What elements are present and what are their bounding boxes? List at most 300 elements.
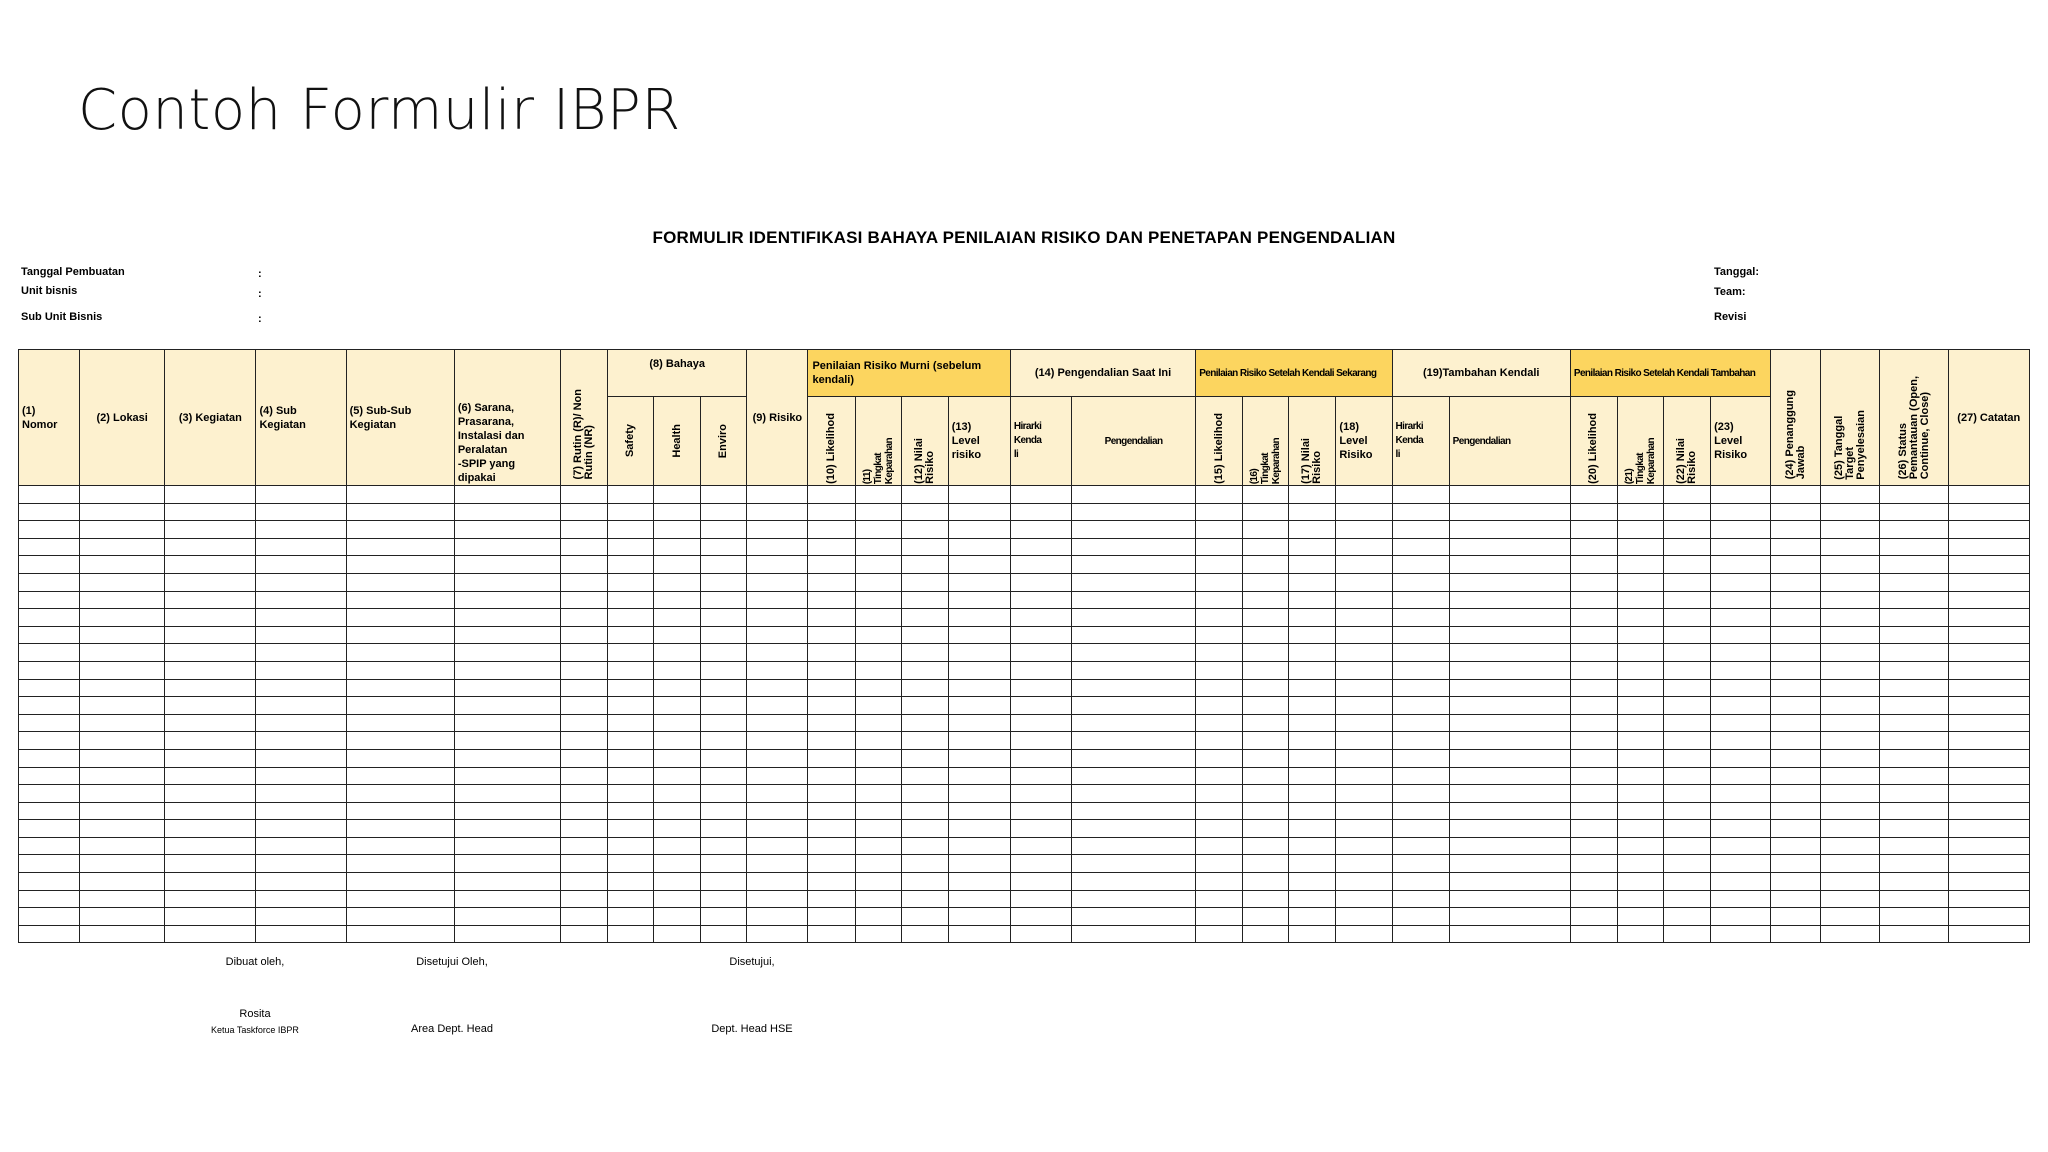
table-cell[interactable] <box>608 837 654 855</box>
table-cell[interactable] <box>1449 538 1570 556</box>
table-cell[interactable] <box>855 837 901 855</box>
table-cell[interactable] <box>1196 925 1243 943</box>
table-cell[interactable] <box>80 785 165 803</box>
table-cell[interactable] <box>80 521 165 539</box>
table-cell[interactable] <box>1711 697 1771 715</box>
table-cell[interactable] <box>256 521 346 539</box>
table-cell[interactable] <box>701 697 747 715</box>
table-cell[interactable] <box>19 626 80 644</box>
table-cell[interactable] <box>1664 873 1711 891</box>
table-cell[interactable] <box>454 890 560 908</box>
table-cell[interactable] <box>1821 573 1880 591</box>
table-cell[interactable] <box>1243 925 1289 943</box>
table-cell[interactable] <box>1449 749 1570 767</box>
table-cell[interactable] <box>1821 503 1880 521</box>
table-cell[interactable] <box>855 873 901 891</box>
table-cell[interactable] <box>1570 486 1617 504</box>
table-cell[interactable] <box>561 521 608 539</box>
table-cell[interactable] <box>608 626 654 644</box>
table-cell[interactable] <box>1570 556 1617 574</box>
table-cell[interactable] <box>701 591 747 609</box>
table-cell[interactable] <box>1196 908 1243 926</box>
table-cell[interactable] <box>1392 503 1449 521</box>
table-cell[interactable] <box>948 802 1010 820</box>
table-cell[interactable] <box>1771 732 1821 750</box>
table-cell[interactable] <box>1071 591 1195 609</box>
table-cell[interactable] <box>1289 820 1336 838</box>
table-cell[interactable] <box>165 732 256 750</box>
table-cell[interactable] <box>808 556 855 574</box>
table-cell[interactable] <box>1010 855 1071 873</box>
table-cell[interactable] <box>1449 855 1570 873</box>
table-cell[interactable] <box>747 802 808 820</box>
table-cell[interactable] <box>701 890 747 908</box>
table-cell[interactable] <box>855 785 901 803</box>
table-cell[interactable] <box>855 925 901 943</box>
table-cell[interactable] <box>1664 573 1711 591</box>
table-cell[interactable] <box>701 679 747 697</box>
table-cell[interactable] <box>855 591 901 609</box>
table-cell[interactable] <box>165 661 256 679</box>
table-cell[interactable] <box>901 767 948 785</box>
table-cell[interactable] <box>1010 697 1071 715</box>
table-cell[interactable] <box>1948 890 2029 908</box>
table-cell[interactable] <box>1392 767 1449 785</box>
table-cell[interactable] <box>654 802 701 820</box>
table-cell[interactable] <box>1617 609 1663 627</box>
table-cell[interactable] <box>1289 486 1336 504</box>
table-cell[interactable] <box>1617 732 1663 750</box>
table-cell[interactable] <box>948 925 1010 943</box>
table-cell[interactable] <box>1711 767 1771 785</box>
table-cell[interactable] <box>19 855 80 873</box>
table-cell[interactable] <box>901 802 948 820</box>
table-cell[interactable] <box>654 521 701 539</box>
table-cell[interactable] <box>165 785 256 803</box>
table-cell[interactable] <box>454 556 560 574</box>
table-cell[interactable] <box>808 591 855 609</box>
table-cell[interactable] <box>561 785 608 803</box>
table-cell[interactable] <box>1771 837 1821 855</box>
table-cell[interactable] <box>165 521 256 539</box>
table-cell[interactable] <box>1948 732 2029 750</box>
table-cell[interactable] <box>901 749 948 767</box>
table-cell[interactable] <box>808 538 855 556</box>
table-cell[interactable] <box>165 837 256 855</box>
table-cell[interactable] <box>948 908 1010 926</box>
table-cell[interactable] <box>1821 732 1880 750</box>
table-cell[interactable] <box>1880 873 1948 891</box>
table-cell[interactable] <box>256 767 346 785</box>
table-cell[interactable] <box>1880 661 1948 679</box>
table-cell[interactable] <box>855 697 901 715</box>
table-cell[interactable] <box>1071 855 1195 873</box>
table-cell[interactable] <box>855 679 901 697</box>
table-cell[interactable] <box>1880 802 1948 820</box>
table-cell[interactable] <box>1243 855 1289 873</box>
table-cell[interactable] <box>346 873 454 891</box>
table-cell[interactable] <box>654 697 701 715</box>
table-cell[interactable] <box>901 890 948 908</box>
table-cell[interactable] <box>346 503 454 521</box>
table-cell[interactable] <box>855 714 901 732</box>
table-cell[interactable] <box>747 785 808 803</box>
table-cell[interactable] <box>1336 556 1392 574</box>
table-cell[interactable] <box>1336 538 1392 556</box>
table-cell[interactable] <box>855 573 901 591</box>
table-cell[interactable] <box>1617 644 1663 662</box>
table-cell[interactable] <box>901 503 948 521</box>
table-cell[interactable] <box>1617 873 1663 891</box>
table-cell[interactable] <box>1010 538 1071 556</box>
table-cell[interactable] <box>454 486 560 504</box>
table-cell[interactable] <box>701 855 747 873</box>
table-cell[interactable] <box>948 486 1010 504</box>
table-cell[interactable] <box>1289 890 1336 908</box>
table-cell[interactable] <box>1071 626 1195 644</box>
table-cell[interactable] <box>808 802 855 820</box>
table-cell[interactable] <box>1392 626 1449 644</box>
table-cell[interactable] <box>80 644 165 662</box>
table-cell[interactable] <box>1880 679 1948 697</box>
table-cell[interactable] <box>1711 820 1771 838</box>
table-cell[interactable] <box>80 697 165 715</box>
table-cell[interactable] <box>948 785 1010 803</box>
table-cell[interactable] <box>454 591 560 609</box>
table-cell[interactable] <box>561 556 608 574</box>
table-cell[interactable] <box>808 714 855 732</box>
table-cell[interactable] <box>1336 820 1392 838</box>
table-cell[interactable] <box>1336 503 1392 521</box>
table-cell[interactable] <box>1289 538 1336 556</box>
table-cell[interactable] <box>1392 556 1449 574</box>
table-cell[interactable] <box>256 890 346 908</box>
table-cell[interactable] <box>454 925 560 943</box>
table-cell[interactable] <box>701 837 747 855</box>
table-cell[interactable] <box>747 556 808 574</box>
table-cell[interactable] <box>1196 644 1243 662</box>
table-cell[interactable] <box>1336 890 1392 908</box>
table-cell[interactable] <box>454 573 560 591</box>
table-cell[interactable] <box>1570 925 1617 943</box>
table-cell[interactable] <box>1821 925 1880 943</box>
table-cell[interactable] <box>19 890 80 908</box>
table-cell[interactable] <box>165 626 256 644</box>
table-cell[interactable] <box>256 573 346 591</box>
table-cell[interactable] <box>1880 591 1948 609</box>
table-cell[interactable] <box>1010 626 1071 644</box>
table-cell[interactable] <box>1449 714 1570 732</box>
table-cell[interactable] <box>1071 802 1195 820</box>
table-cell[interactable] <box>1243 679 1289 697</box>
table-cell[interactable] <box>1570 855 1617 873</box>
table-cell[interactable] <box>80 890 165 908</box>
table-cell[interactable] <box>1664 820 1711 838</box>
table-cell[interactable] <box>1071 908 1195 926</box>
table-cell[interactable] <box>1071 890 1195 908</box>
table-cell[interactable] <box>1617 925 1663 943</box>
table-cell[interactable] <box>1948 644 2029 662</box>
table-cell[interactable] <box>1071 503 1195 521</box>
table-cell[interactable] <box>1196 873 1243 891</box>
table-cell[interactable] <box>1771 573 1821 591</box>
table-cell[interactable] <box>948 697 1010 715</box>
table-cell[interactable] <box>1771 873 1821 891</box>
table-cell[interactable] <box>256 661 346 679</box>
table-cell[interactable] <box>80 749 165 767</box>
table-cell[interactable] <box>1570 714 1617 732</box>
table-cell[interactable] <box>808 890 855 908</box>
table-cell[interactable] <box>948 837 1010 855</box>
table-cell[interactable] <box>608 925 654 943</box>
table-cell[interactable] <box>608 521 654 539</box>
table-cell[interactable] <box>1071 837 1195 855</box>
table-cell[interactable] <box>1771 679 1821 697</box>
table-cell[interactable] <box>1243 873 1289 891</box>
table-cell[interactable] <box>808 820 855 838</box>
table-cell[interactable] <box>1948 714 2029 732</box>
table-cell[interactable] <box>747 486 808 504</box>
table-cell[interactable] <box>855 749 901 767</box>
table-cell[interactable] <box>80 556 165 574</box>
table-cell[interactable] <box>948 556 1010 574</box>
table-cell[interactable] <box>1336 697 1392 715</box>
table-cell[interactable] <box>1617 626 1663 644</box>
table-cell[interactable] <box>1617 521 1663 539</box>
table-cell[interactable] <box>454 714 560 732</box>
table-cell[interactable] <box>608 820 654 838</box>
table-cell[interactable] <box>19 573 80 591</box>
table-cell[interactable] <box>256 873 346 891</box>
table-cell[interactable] <box>1449 890 1570 908</box>
table-cell[interactable] <box>256 714 346 732</box>
table-cell[interactable] <box>1821 837 1880 855</box>
table-cell[interactable] <box>1570 538 1617 556</box>
table-cell[interactable] <box>1196 556 1243 574</box>
table-cell[interactable] <box>948 626 1010 644</box>
table-cell[interactable] <box>19 538 80 556</box>
table-cell[interactable] <box>855 626 901 644</box>
table-cell[interactable] <box>1010 644 1071 662</box>
table-cell[interactable] <box>1711 855 1771 873</box>
table-cell[interactable] <box>1948 486 2029 504</box>
table-cell[interactable] <box>1821 644 1880 662</box>
table-cell[interactable] <box>1071 521 1195 539</box>
table-cell[interactable] <box>1570 591 1617 609</box>
table-cell[interactable] <box>1948 538 2029 556</box>
table-cell[interactable] <box>454 644 560 662</box>
table-cell[interactable] <box>747 732 808 750</box>
table-cell[interactable] <box>948 820 1010 838</box>
table-cell[interactable] <box>1071 679 1195 697</box>
table-cell[interactable] <box>855 661 901 679</box>
table-cell[interactable] <box>608 767 654 785</box>
table-cell[interactable] <box>1711 503 1771 521</box>
table-cell[interactable] <box>1010 732 1071 750</box>
table-cell[interactable] <box>1880 767 1948 785</box>
table-cell[interactable] <box>1449 486 1570 504</box>
table-cell[interactable] <box>901 820 948 838</box>
table-cell[interactable] <box>1071 644 1195 662</box>
table-cell[interactable] <box>1289 732 1336 750</box>
table-cell[interactable] <box>1071 820 1195 838</box>
table-cell[interactable] <box>19 925 80 943</box>
table-cell[interactable] <box>1771 767 1821 785</box>
table-cell[interactable] <box>1570 908 1617 926</box>
table-cell[interactable] <box>1243 908 1289 926</box>
table-cell[interactable] <box>346 556 454 574</box>
table-cell[interactable] <box>1664 908 1711 926</box>
table-cell[interactable] <box>1392 573 1449 591</box>
table-cell[interactable] <box>1664 732 1711 750</box>
table-cell[interactable] <box>808 679 855 697</box>
table-cell[interactable] <box>1392 697 1449 715</box>
table-cell[interactable] <box>808 873 855 891</box>
table-cell[interactable] <box>19 503 80 521</box>
table-cell[interactable] <box>1711 890 1771 908</box>
table-cell[interactable] <box>1821 521 1880 539</box>
table-cell[interactable] <box>654 837 701 855</box>
table-cell[interactable] <box>1880 538 1948 556</box>
table-cell[interactable] <box>1821 609 1880 627</box>
table-cell[interactable] <box>1243 486 1289 504</box>
table-cell[interactable] <box>701 749 747 767</box>
table-cell[interactable] <box>1664 661 1711 679</box>
table-cell[interactable] <box>1243 591 1289 609</box>
table-cell[interactable] <box>561 626 608 644</box>
table-cell[interactable] <box>19 556 80 574</box>
table-cell[interactable] <box>561 697 608 715</box>
table-cell[interactable] <box>808 767 855 785</box>
table-cell[interactable] <box>1948 837 2029 855</box>
table-cell[interactable] <box>1617 749 1663 767</box>
table-cell[interactable] <box>19 767 80 785</box>
table-cell[interactable] <box>1449 732 1570 750</box>
table-cell[interactable] <box>1071 785 1195 803</box>
table-cell[interactable] <box>1821 486 1880 504</box>
table-cell[interactable] <box>165 503 256 521</box>
table-cell[interactable] <box>346 679 454 697</box>
table-cell[interactable] <box>561 820 608 838</box>
table-cell[interactable] <box>1664 503 1711 521</box>
table-cell[interactable] <box>701 820 747 838</box>
table-cell[interactable] <box>1010 890 1071 908</box>
table-cell[interactable] <box>454 661 560 679</box>
table-cell[interactable] <box>1664 609 1711 627</box>
table-cell[interactable] <box>561 767 608 785</box>
table-cell[interactable] <box>80 661 165 679</box>
table-cell[interactable] <box>256 556 346 574</box>
table-cell[interactable] <box>1336 486 1392 504</box>
table-cell[interactable] <box>346 626 454 644</box>
table-cell[interactable] <box>608 732 654 750</box>
table-cell[interactable] <box>1948 873 2029 891</box>
table-cell[interactable] <box>1570 785 1617 803</box>
table-cell[interactable] <box>608 873 654 891</box>
table-cell[interactable] <box>19 820 80 838</box>
table-cell[interactable] <box>1449 503 1570 521</box>
table-cell[interactable] <box>561 714 608 732</box>
table-cell[interactable] <box>1392 732 1449 750</box>
table-cell[interactable] <box>454 679 560 697</box>
table-cell[interactable] <box>1289 644 1336 662</box>
table-cell[interactable] <box>346 661 454 679</box>
table-cell[interactable] <box>808 697 855 715</box>
table-cell[interactable] <box>454 855 560 873</box>
table-cell[interactable] <box>701 714 747 732</box>
table-cell[interactable] <box>747 626 808 644</box>
table-cell[interactable] <box>1570 873 1617 891</box>
table-cell[interactable] <box>701 503 747 521</box>
table-cell[interactable] <box>855 521 901 539</box>
table-cell[interactable] <box>1570 697 1617 715</box>
table-cell[interactable] <box>80 626 165 644</box>
table-cell[interactable] <box>747 609 808 627</box>
table-cell[interactable] <box>1948 661 2029 679</box>
table-cell[interactable] <box>747 855 808 873</box>
table-cell[interactable] <box>1821 556 1880 574</box>
table-cell[interactable] <box>454 767 560 785</box>
table-cell[interactable] <box>608 802 654 820</box>
table-cell[interactable] <box>901 908 948 926</box>
table-cell[interactable] <box>1392 873 1449 891</box>
table-cell[interactable] <box>1071 609 1195 627</box>
table-cell[interactable] <box>1711 785 1771 803</box>
table-cell[interactable] <box>1196 538 1243 556</box>
table-cell[interactable] <box>1392 749 1449 767</box>
table-cell[interactable] <box>1664 802 1711 820</box>
table-cell[interactable] <box>1821 873 1880 891</box>
table-cell[interactable] <box>1196 521 1243 539</box>
table-cell[interactable] <box>1392 644 1449 662</box>
table-cell[interactable] <box>747 908 808 926</box>
table-cell[interactable] <box>747 767 808 785</box>
table-cell[interactable] <box>1449 837 1570 855</box>
table-cell[interactable] <box>1570 679 1617 697</box>
table-cell[interactable] <box>561 890 608 908</box>
table-cell[interactable] <box>1617 679 1663 697</box>
table-cell[interactable] <box>1570 521 1617 539</box>
table-cell[interactable] <box>1449 802 1570 820</box>
table-cell[interactable] <box>701 556 747 574</box>
table-cell[interactable] <box>1010 503 1071 521</box>
table-cell[interactable] <box>1289 556 1336 574</box>
table-cell[interactable] <box>1880 626 1948 644</box>
table-cell[interactable] <box>1243 503 1289 521</box>
table-cell[interactable] <box>80 591 165 609</box>
table-cell[interactable] <box>1617 503 1663 521</box>
table-cell[interactable] <box>1289 855 1336 873</box>
table-cell[interactable] <box>608 591 654 609</box>
table-cell[interactable] <box>346 749 454 767</box>
table-cell[interactable] <box>1948 679 2029 697</box>
table-cell[interactable] <box>1392 521 1449 539</box>
table-cell[interactable] <box>1010 873 1071 891</box>
table-cell[interactable] <box>1289 837 1336 855</box>
table-cell[interactable] <box>346 908 454 926</box>
table-cell[interactable] <box>454 837 560 855</box>
table-cell[interactable] <box>1664 714 1711 732</box>
table-cell[interactable] <box>256 925 346 943</box>
table-cell[interactable] <box>346 486 454 504</box>
table-cell[interactable] <box>1948 556 2029 574</box>
table-cell[interactable] <box>1196 714 1243 732</box>
table-cell[interactable] <box>346 697 454 715</box>
table-cell[interactable] <box>454 785 560 803</box>
table-cell[interactable] <box>1570 503 1617 521</box>
table-cell[interactable] <box>346 609 454 627</box>
table-cell[interactable] <box>1948 521 2029 539</box>
